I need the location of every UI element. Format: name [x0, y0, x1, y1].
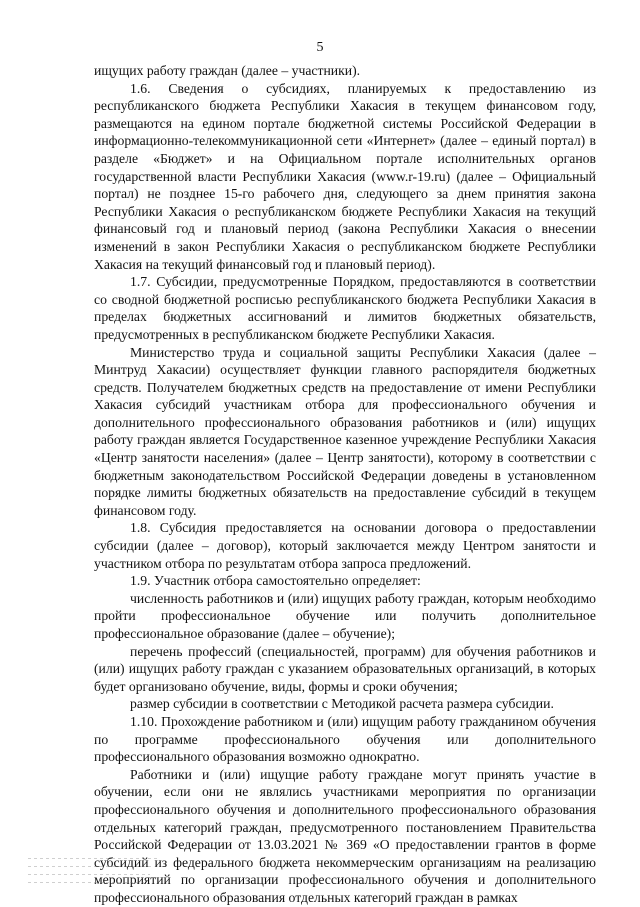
paragraph-1-7: 1.7. Субсидии, предусмотренные Порядком, предоставляются в соответствии со сводной бюджетной росписью республиканского бюджета Республики Хакасия в пределах бюджетных ассигнований и лимитов бюджетных обязательств, предусмотренных в республиканском бюджете Республики Хакасия. [94, 274, 596, 342]
document-body [94, 62, 596, 907]
paragraph-mintrud: Министерство труда и социальной защиты Республики Хакасия (далее – Минтруд Хакасии) осуществляет функции главного распорядителя бюджетных средств. Получателем бюджетных средств на предоставление от имени Республики Хакасия субсидий участникам отбора для профессионального обучения и дополнительного профессионального образования работников и (или) ищущих работу граждан является Государственное казенное учреждение Республики Хакасия «Центр занятости населения» (далее – Центр занятости), которому в соответствии с бюджетным законодательством Российской Федерации доведены в установленном порядке лимиты бюджетных обязательств на предоставление субсидий в текущем финансовом году. [94, 344, 596, 518]
paragraph-1-9: 1.9. Участник отбора самостоятельно определяет: [130, 573, 421, 589]
paragraph-continuation: ищущих работу граждан (далее – участники). [94, 63, 361, 78]
paragraph-1-10: 1.10. Прохождение работником и (или) ищущим работу гражданином обучения по программе профессионального обучения или дополнительного профессионального образования возможно однократно. [94, 713, 596, 765]
paragraph-1-6: 1.6. Сведения о субсидиях, планируемых к предоставлению из республиканского бюджета Республики Хакасия в текущем финансовом году, размещаются на едином портале бюджетной системы Российской Федерации в информационно-телекоммуникационной сети «Интернет» (далее – единый портал) в разделе «Бюджет» и на Официальном портале исполнительных органов государственной власти Республики Хакасия (www.r-19.ru) (далее – Официальный портал) не позднее 15-го рабочего дня, следующего за днем принятия закона Республики Хакасия о республиканском бюджете Республики Хакасия на текущий финансовый год и плановый период (закона Республики Хакасия о внесении изменений в закон Республики Хакасия о республиканском бюджете Республики Хакасия на текущий финансовый год и плановый период). [94, 80, 596, 272]
paragraph-1-9-item-1: численность работников и (или) ищущих работу граждан, которым необходимо пройти профессиональное обучение или получить дополнительное профессиональное образование (далее – обучение); [94, 590, 596, 641]
paragraph-1-9-item-3: размер субсидии в соответствии с Методикой расчета размера субсидии. [130, 696, 554, 712]
page-number: 5 [316, 40, 324, 55]
paragraph-1-10-continued: Работники и (или) ищущие работу граждане могут принять участие в обучении, если они не являлись участниками мероприятия по организации профессионального обучения и дополнительного профессионального образования отдельных категорий граждан, предусмотренного постановлением Правительства Российской Федерации от 13.03.2021 № 369 «О предоставлении грантов в форме субсидий из федерального бюджета некоммерческим организациям на реализацию мероприятий по организации профессионального обучения и дополнительного профессионального образования отдельных категорий граждан в рамках [94, 766, 596, 905]
electronic-signature-stamp [28, 856, 168, 896]
paragraph-1-8: 1.8. Субсидия предоставляется на основании договора о предоставлении субсидии (далее – договор), который заключается между Центром занятости и участником отбора по результатам отбора запроса предложений. [94, 520, 596, 571]
paragraph-1-9-item-2: перечень профессий (специальностей, программ) для обучения работников и (или) ищущих работу граждан с указанием образовательных организаций, в которых будет организовано обучение, виды, формы и сроки обучения; [94, 643, 596, 694]
